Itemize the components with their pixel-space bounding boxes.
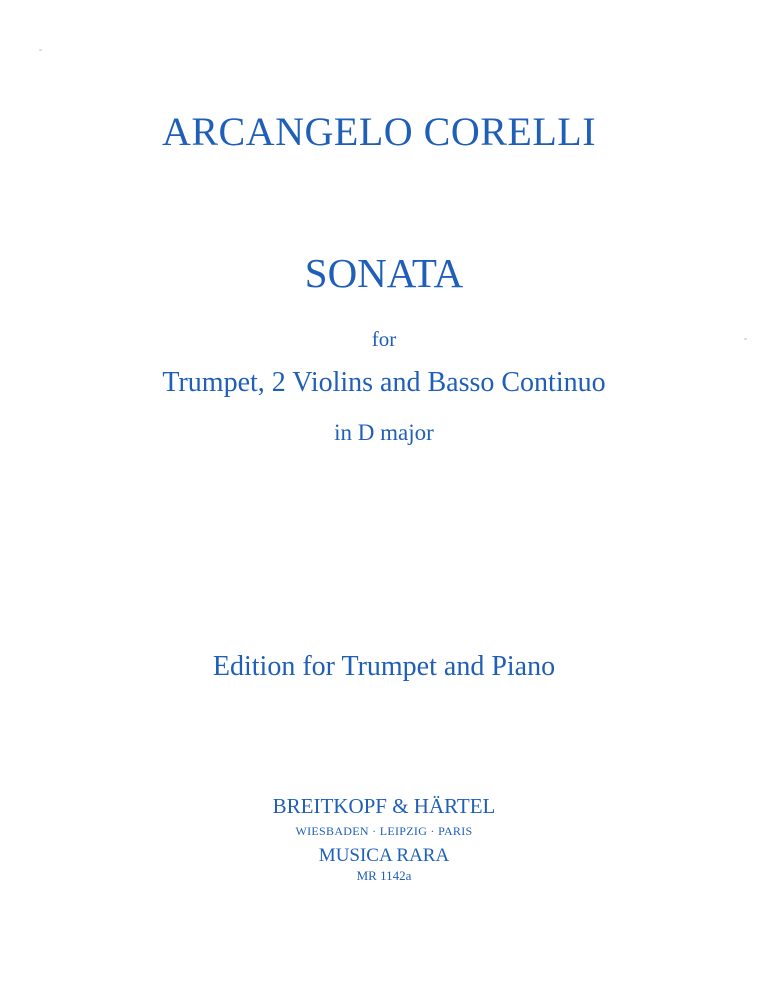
work-title: SONATA — [304, 250, 464, 296]
publisher-cities: WIESBADEN · LEIPZIG · PARIS — [295, 824, 473, 838]
edition-description: Edition for Trumpet and Piano — [212, 651, 556, 682]
key-signature: in D major — [334, 420, 434, 445]
composer-name: ARCANGELO CORELLI — [161, 109, 597, 154]
publisher-name: BREITKOPF & HÄRTEL — [272, 794, 496, 818]
instrumentation: Trumpet, 2 Violins and Basso Continuo — [162, 367, 606, 398]
catalog-number: MR 1142a — [356, 868, 412, 883]
publisher-imprint: MUSICA RARA — [318, 845, 450, 866]
paper-speck — [39, 49, 42, 51]
for-label: for — [371, 327, 397, 351]
paper-speck — [744, 338, 747, 340]
